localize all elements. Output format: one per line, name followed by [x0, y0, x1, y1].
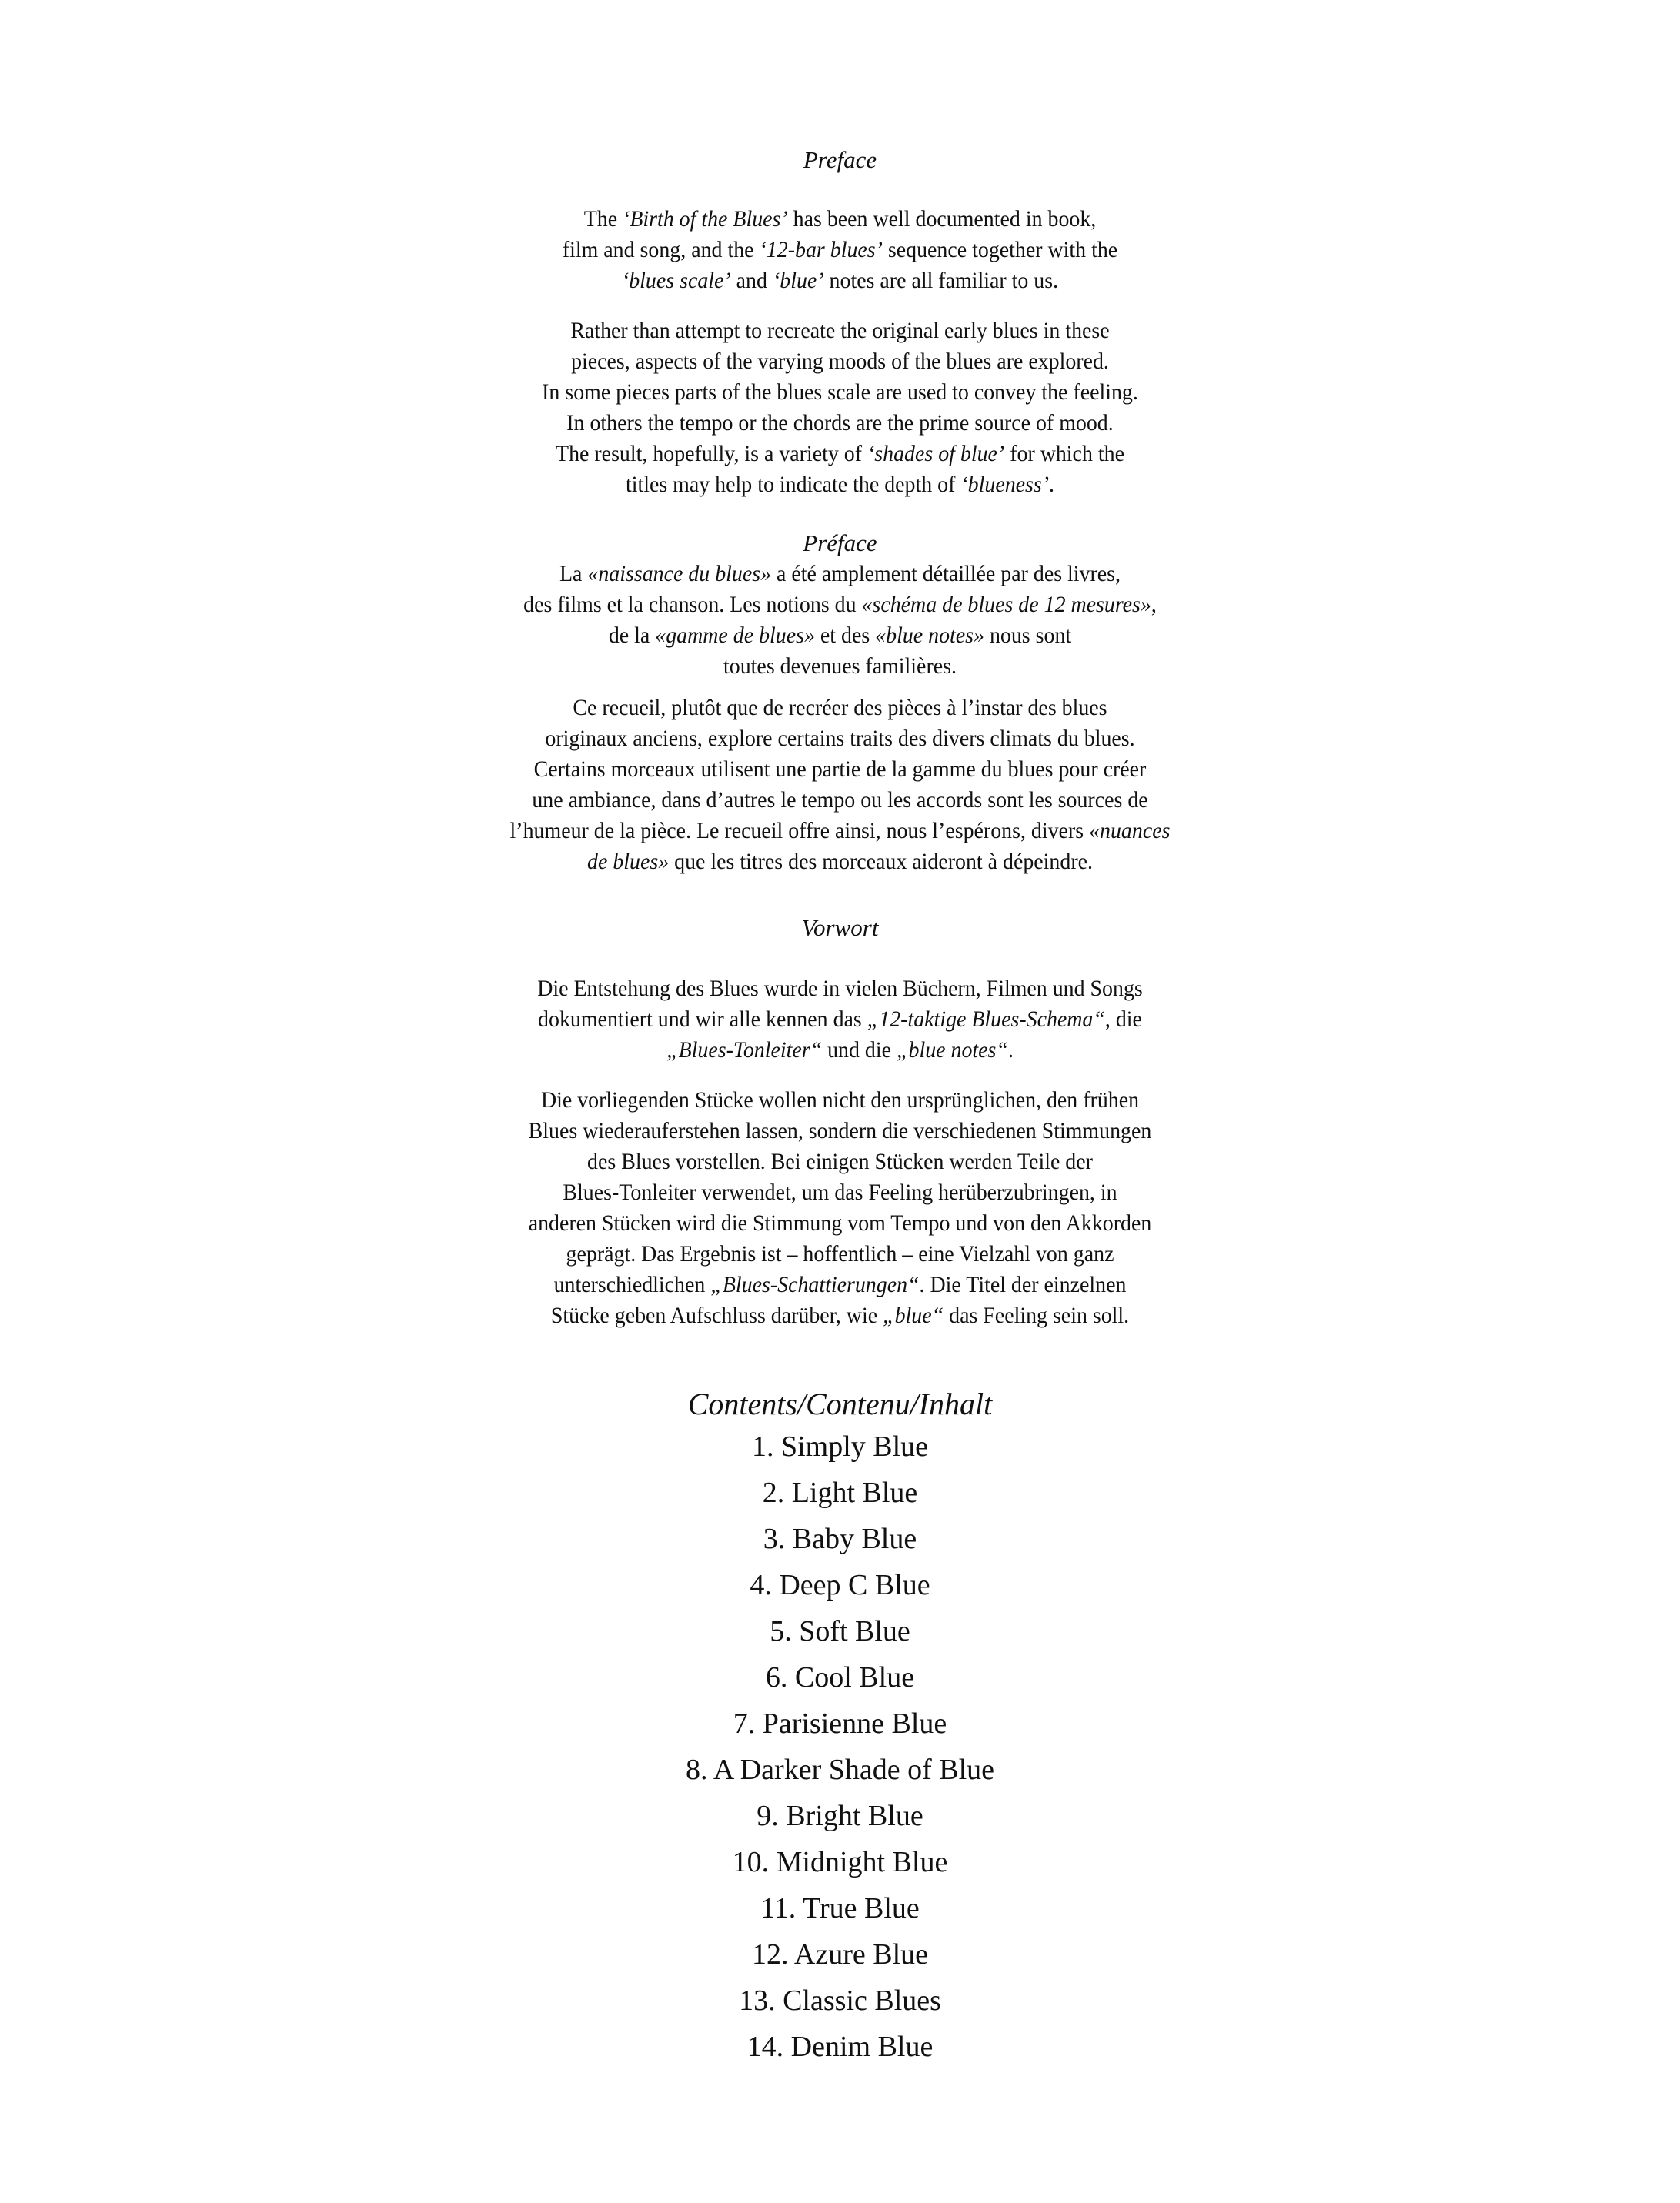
text-line: [58, 1300, 1621, 1331]
text-line: [58, 846, 1621, 877]
contents-title: Contents/Contenu/Inhalt: [687, 1387, 993, 1421]
text-run: que les titres des morceaux aideront à dépeindre.: [669, 849, 1093, 874]
text-run: pieces, aspects of the varying moods of the blues are explored.: [571, 349, 1109, 374]
text-run: sequence together with the: [882, 237, 1118, 262]
text-run: a été amplement détaillée par des livres,: [771, 561, 1121, 586]
text-line: [58, 439, 1621, 469]
italic-phrase: «naissance du blues»: [587, 561, 772, 586]
text-run: for which the: [1004, 441, 1124, 466]
text-run: Die vorliegenden Stücke wollen nicht den ursprünglichen, den frühen: [540, 1087, 1140, 1113]
preface-fr-paragraph-2: [58, 693, 1621, 877]
contents-item: 11. True Blue: [760, 1892, 920, 1924]
contents-item: 13. Classic Blues: [739, 1984, 941, 2017]
text-run: titles may help to indicate the depth of: [625, 472, 961, 497]
text-run: The: [583, 206, 623, 232]
text-line: [58, 754, 1621, 785]
text-run: The result, hopefully, is a variety of: [556, 441, 867, 466]
text-line: [58, 408, 1621, 439]
text-run: Ce recueil, plutôt que de recréer des pièces à l’instar des blues: [573, 695, 1107, 720]
text-run: Die Entstehung des Blues wurde in vielen Büchern, Filmen und Songs: [537, 976, 1143, 1001]
text-run: .: [1049, 472, 1055, 497]
text-line: [58, 235, 1621, 265]
text-run: .: [1007, 1037, 1014, 1063]
text-line: [58, 651, 1621, 682]
preface-de-heading: Vorwort: [801, 914, 879, 941]
text-run: . Die Titel der einzelnen: [919, 1272, 1127, 1297]
text-run: dokumentiert und wir alle kennen das: [538, 1006, 867, 1032]
text-line: [58, 785, 1621, 816]
contents-list: [0, 1424, 1680, 2070]
text-run: has been well documented in book,: [787, 206, 1097, 232]
text-run: de la: [608, 623, 656, 648]
preface-en-paragraph-2: [58, 315, 1621, 500]
text-line: [58, 816, 1621, 846]
italic-phrase: «blue notes»: [875, 623, 984, 648]
preface-en-heading: Preface: [803, 146, 877, 173]
text-line: [58, 1239, 1621, 1270]
text-run: l’humeur de la pièce. Le recueil offre ainsi, nous l’espérons, divers: [509, 818, 1090, 843]
text-run: Stücke geben Aufschluss darüber, wie: [550, 1303, 883, 1328]
contents-item: 1. Simply Blue: [751, 1430, 929, 1463]
text-run: und die: [822, 1037, 897, 1063]
text-line: [58, 589, 1621, 620]
contents-item: 9. Bright Blue: [757, 1800, 923, 1832]
text-line: [58, 315, 1621, 346]
text-line: [58, 1147, 1621, 1177]
contents-item: 6. Cool Blue: [765, 1661, 915, 1694]
text-run: toutes devenues familières.: [723, 653, 957, 679]
text-line: [58, 1177, 1621, 1208]
text-run: Blues-Tonleiter verwendet, um das Feeling herüberzubringen, in: [563, 1180, 1117, 1205]
italic-phrase: „Blues-Schattierungen“: [710, 1272, 920, 1297]
preface-en-paragraph-1: [58, 204, 1621, 296]
text-run: notes are all familiar to us.: [823, 268, 1059, 293]
italic-phrase: «schéma de blues de 12 mesures»: [861, 592, 1151, 617]
italic-phrase: ‘blue’: [772, 268, 824, 293]
text-line: [58, 1004, 1621, 1035]
text-run: originaux anciens, explore certains traits des divers climats du blues.: [545, 726, 1135, 751]
italic-phrase: ‘blues scale’: [621, 268, 731, 293]
contents-item: 8. A Darker Shade of Blue: [685, 1754, 995, 1786]
text-run: In others the tempo or the chords are the prime source of mood.: [566, 410, 1114, 436]
text-line: [58, 204, 1621, 235]
contents-item: 14. Denim Blue: [746, 2031, 934, 2063]
text-run: Rather than attempt to recreate the original early blues in these: [570, 318, 1110, 343]
preface-fr-paragraph-1: [58, 559, 1621, 682]
text-run: film and song, and the: [562, 237, 760, 262]
text-run: des Blues vorstellen. Bei einigen Stücken werden Teile der: [587, 1149, 1093, 1174]
italic-phrase: ‘12-bar blues’: [759, 237, 883, 262]
preface-de-paragraph-2: [58, 1085, 1621, 1331]
text-line: [58, 265, 1621, 296]
text-run: and: [730, 268, 773, 293]
text-line: [58, 723, 1621, 754]
text-run: geprägt. Das Ergebnis ist – hoffentlich – eine Vielzahl von ganz: [566, 1241, 1114, 1267]
text-run: une ambiance, dans d’autres le tempo ou les accords sont les sources de: [532, 787, 1148, 813]
italic-phrase: «nuances: [1089, 818, 1171, 843]
text-run: unterschiedlichen: [553, 1272, 711, 1297]
text-run: nous sont: [984, 623, 1072, 648]
text-line: [58, 377, 1621, 408]
italic-phrase: ‘Birth of the Blues’: [623, 206, 788, 232]
text-line: [58, 469, 1621, 500]
text-line: [58, 693, 1621, 723]
text-run: La: [559, 561, 588, 586]
text-run: des films et la chanson. Les notions du: [523, 592, 862, 617]
italic-phrase: „12-taktige Blues-Schema“: [867, 1006, 1105, 1032]
text-run: das Feeling sein soll.: [944, 1303, 1130, 1328]
text-run: , die: [1104, 1006, 1142, 1032]
text-run: et des: [814, 623, 876, 648]
text-line: [58, 1208, 1621, 1239]
italic-phrase: „blue“: [883, 1303, 944, 1328]
text-line: [58, 1270, 1621, 1300]
italic-phrase: de blues»: [587, 849, 670, 874]
text-line: [58, 973, 1621, 1004]
italic-phrase: ‘shades of blue’: [867, 441, 1005, 466]
text-run: anderen Stücken wird die Stimmung vom Tempo und von den Akkorden: [528, 1210, 1152, 1236]
italic-phrase: „Blues-Tonleiter“: [666, 1037, 823, 1063]
text-run: Certains morceaux utilisent une partie de la gamme du blues pour créer: [533, 756, 1147, 782]
contents-item: 4. Deep C Blue: [750, 1569, 930, 1601]
italic-phrase: „blue notes“: [896, 1037, 1008, 1063]
text-line: [58, 559, 1621, 589]
italic-phrase: ‘blueness’: [960, 472, 1050, 497]
text-run: Blues wiederauferstehen lassen, sondern die verschiedenen Stimmungen: [528, 1118, 1152, 1143]
contents-item: 7. Parisienne Blue: [733, 1707, 947, 1740]
text-line: [58, 1116, 1621, 1147]
contents-item: 10. Midnight Blue: [732, 1846, 948, 1878]
text-line: [58, 1035, 1621, 1066]
contents-item: 3. Baby Blue: [763, 1523, 917, 1555]
preface-fr-heading: Préface: [803, 529, 877, 556]
italic-phrase: «gamme de blues»: [655, 623, 815, 648]
contents-item: 5. Soft Blue: [770, 1615, 910, 1647]
text-line: [58, 346, 1621, 377]
contents-item: 12. Azure Blue: [751, 1938, 928, 1971]
preface-de-paragraph-1: [58, 973, 1621, 1066]
text-run: In some pieces parts of the blues scale are used to convey the feeling.: [542, 379, 1138, 405]
text-line: [58, 1085, 1621, 1116]
text-line: [58, 620, 1621, 651]
text-run: ,: [1151, 592, 1157, 617]
contents-item: 2. Light Blue: [762, 1477, 918, 1509]
